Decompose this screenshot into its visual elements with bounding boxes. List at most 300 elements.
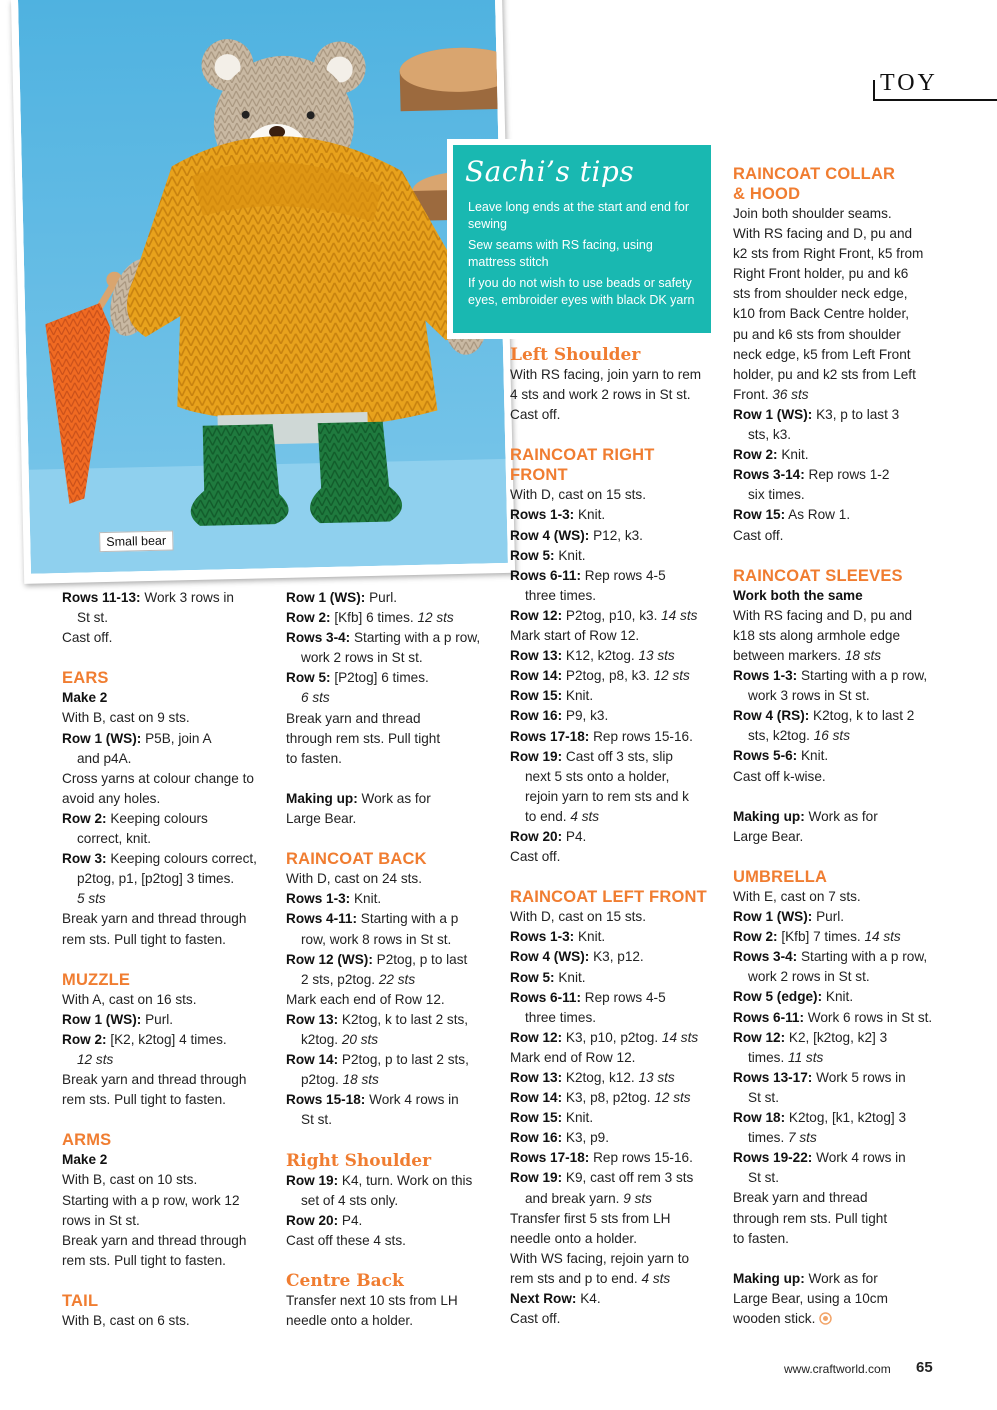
instruction-text: holder, pu and k2 sts from Left xyxy=(733,366,916,382)
instruction-text: P2tog, p to last xyxy=(372,951,468,967)
instruction-label: Rows 1-3: xyxy=(733,668,798,684)
instruction-text: Cross yarns at colour change to xyxy=(62,770,254,786)
instruction-text: Cast off these 4 sts. xyxy=(286,1232,406,1248)
spacer xyxy=(62,1110,257,1130)
instruction-line xyxy=(62,1050,257,1070)
instruction-label: Rows 6-11: xyxy=(510,989,582,1005)
stitch-count: 12 sts xyxy=(77,1051,114,1067)
instruction-text: through rem sts. Pull tight xyxy=(733,1210,888,1226)
stitch-count: 14 sts xyxy=(661,1029,699,1045)
instruction-text: Work 4 rows in xyxy=(365,1092,459,1108)
instruction-text: Knit. xyxy=(562,688,594,704)
instruction-line xyxy=(733,224,932,244)
spacer xyxy=(286,769,480,789)
instruction-label: Row 1 (WS): xyxy=(62,1011,142,1027)
instruction-text: With B, cast on 9 sts. xyxy=(62,710,190,726)
instruction-line xyxy=(510,968,707,988)
instruction-line xyxy=(733,746,932,766)
instruction-label: Row 14: xyxy=(286,1052,339,1068)
instruction-label: Row 4 (WS): xyxy=(510,949,590,965)
instruction-line xyxy=(510,947,707,967)
instruction-line xyxy=(733,1148,932,1168)
instruction-text: three times. xyxy=(525,587,597,603)
instruction-label: Row 15: xyxy=(510,688,563,704)
instruction-text: K2tog, [k1, k2tog] 3 xyxy=(785,1110,907,1126)
instruction-text: rem sts and p to end. xyxy=(510,1270,642,1286)
instruction-text: Transfer first 5 sts from LH xyxy=(510,1210,671,1226)
instruction-text: Cast off. xyxy=(62,630,113,646)
instruction-line xyxy=(510,1008,707,1028)
instruction-text: sts from shoulder neck edge, xyxy=(733,286,908,302)
instruction-text: to fasten. xyxy=(286,750,342,766)
instruction-label: Rows 1-3: xyxy=(510,507,575,523)
instruction-line xyxy=(510,1028,707,1048)
instruction-line xyxy=(733,807,932,827)
instruction-line xyxy=(510,626,707,646)
instruction-text: next 5 sts onto a holder, xyxy=(525,768,670,784)
instruction-label: Row 13: xyxy=(510,648,563,664)
section-heading: ARMS xyxy=(62,1131,112,1150)
instruction-line xyxy=(286,1171,480,1191)
instruction-line xyxy=(286,950,480,970)
instruction-text: K3, p8, p2tog. xyxy=(562,1090,655,1106)
instruction-text: With A, cast on 16 sts. xyxy=(62,991,197,1007)
instruction-label: Row 15: xyxy=(510,1110,563,1126)
instruction-text: Starting with a p xyxy=(357,911,459,927)
stitch-count: 20 sts xyxy=(341,1031,379,1047)
instruction-text: Large Bear. xyxy=(733,828,804,844)
instruction-line xyxy=(510,1108,707,1128)
instruction-text: P2tog, p10, k3. xyxy=(562,607,662,623)
instruction-line xyxy=(286,1010,480,1030)
instruction-line xyxy=(733,947,932,967)
instruction-text: Work 3 rows in xyxy=(140,590,234,605)
instruction-line xyxy=(510,706,707,726)
instruction-line xyxy=(733,586,932,606)
instruction-line xyxy=(733,907,932,927)
instruction-label: Rows 5-6: xyxy=(733,748,798,764)
instruction-text: neck edge, k5 from Left Front xyxy=(733,346,911,362)
instruction-text: Cast off 3 sts, slip xyxy=(562,748,673,764)
instruction-line xyxy=(286,729,480,749)
instruction-text: Rep rows 15-16. xyxy=(589,728,693,744)
instruction-text: St st. xyxy=(77,610,108,626)
instruction-line xyxy=(733,1168,932,1188)
instruction-text: Rep rows 4-5 xyxy=(581,567,666,583)
instruction-text: Work as for xyxy=(804,808,878,824)
stitch-count: 16 sts xyxy=(813,728,851,744)
section-heading: RAINCOAT SLEEVES xyxy=(733,566,903,585)
instruction-text: K3, p to last 3 xyxy=(812,406,900,422)
tip-item: Leave long ends at the start and end for sewing xyxy=(468,200,689,231)
instruction-text: P2tog, p to last 2 sts, xyxy=(338,1052,469,1068)
instruction-line xyxy=(510,566,707,586)
instruction-label: Row 1 (WS): xyxy=(733,909,813,925)
instruction-line xyxy=(733,666,932,686)
instruction-line xyxy=(510,1229,707,1249)
stitch-count: 36 sts xyxy=(772,386,809,402)
spacer xyxy=(733,546,932,566)
instruction-line xyxy=(733,646,932,666)
instruction-text: St st. xyxy=(301,1112,332,1128)
instruction-line xyxy=(510,405,707,425)
instruction-text: [Kfb] 7 times. xyxy=(777,929,865,945)
instruction-line xyxy=(510,767,707,787)
instruction-text: Large Bear, using a 10cm xyxy=(733,1290,888,1306)
instruction-line xyxy=(286,1110,480,1130)
instruction-text: K2tog, k to last 2 xyxy=(809,708,915,724)
instruction-text: Large Bear. xyxy=(286,811,357,827)
spacer xyxy=(510,867,707,887)
instruction-line xyxy=(510,1048,707,1068)
instruction-text: sts, k2tog. xyxy=(748,728,814,744)
instruction-line xyxy=(733,526,932,546)
instruction-line xyxy=(510,666,707,686)
subsection-heading: Left Shoulder xyxy=(510,345,641,365)
header-rule-tick xyxy=(873,80,875,101)
instruction-text: Join both shoulder seams. xyxy=(733,206,892,221)
instruction-line xyxy=(733,1108,932,1128)
instruction-text: Knit. xyxy=(777,447,809,463)
instruction-text: Rep rows 1-2 xyxy=(804,467,890,483)
stitch-count: 22 sts xyxy=(378,971,416,987)
instruction-line xyxy=(733,927,932,947)
instruction-text: Keeping colours correct, xyxy=(106,851,257,867)
instruction-label: Making up: xyxy=(733,1270,805,1286)
instruction-label: Make 2 xyxy=(62,690,108,706)
instruction-line xyxy=(286,588,480,608)
instruction-text: K4, turn. Work on this xyxy=(338,1172,473,1188)
instruction-line xyxy=(733,686,932,706)
instruction-line xyxy=(733,606,932,626)
instruction-line xyxy=(510,505,707,525)
instruction-text: Cast off. xyxy=(510,407,561,423)
stitch-count: 13 sts xyxy=(638,648,675,664)
instruction-label: Rows 19-22: xyxy=(733,1150,813,1166)
instruction-label: Row 14: xyxy=(510,1090,563,1106)
instruction-label: Row 5: xyxy=(286,670,331,686)
spacer xyxy=(286,1251,480,1271)
instruction-text: Knit. xyxy=(554,547,586,563)
stitch-count: 5 sts xyxy=(77,891,106,907)
instruction-line xyxy=(510,526,707,546)
instruction-text: Knit. xyxy=(554,969,586,985)
instruction-label: Row 3: xyxy=(62,851,107,867)
instruction-text: P4. xyxy=(562,828,587,844)
instruction-label: Row 5: xyxy=(510,969,555,985)
instruction-line xyxy=(733,1209,932,1229)
instruction-line xyxy=(733,1128,932,1148)
instruction-label: Row 16: xyxy=(510,708,563,724)
stitch-count: 9 sts xyxy=(623,1190,652,1206)
section-heading: RAINCOAT COLLAR xyxy=(733,165,896,183)
instruction-text: Transfer next 10 sts from LH xyxy=(286,1293,458,1308)
instruction-label: Row 4 (WS): xyxy=(510,527,590,543)
instruction-text: correct, knit. xyxy=(77,831,152,847)
instruction-line xyxy=(733,967,932,987)
instruction-text: Mark each end of Row 12. xyxy=(286,991,445,1007)
column-4 xyxy=(733,164,932,1329)
instruction-text: With B, cast on 6 sts. xyxy=(62,1313,190,1328)
instruction-line xyxy=(733,405,932,425)
instruction-text: Knit. xyxy=(574,507,606,523)
instruction-line xyxy=(62,809,257,829)
stitch-count: 11 sts xyxy=(788,1049,824,1065)
instruction-line xyxy=(62,688,257,708)
instruction-text: Front. xyxy=(733,386,773,402)
instruction-text: Cast off. xyxy=(733,527,784,543)
instruction-line xyxy=(62,990,257,1010)
instruction-line xyxy=(62,1030,257,1050)
instruction-label: Row 12: xyxy=(733,1029,786,1045)
instruction-line xyxy=(286,648,480,668)
instruction-line xyxy=(286,970,480,990)
spacer xyxy=(286,829,480,849)
instruction-text: Break yarn and thread through xyxy=(62,911,247,927)
instruction-line xyxy=(733,385,932,405)
instruction-label: Row 13: xyxy=(286,1011,339,1027)
instruction-line xyxy=(286,1231,480,1251)
instruction-line xyxy=(733,827,932,847)
instruction-text: K2tog, k to last 2 sts, xyxy=(338,1011,469,1027)
instruction-line xyxy=(286,1191,480,1211)
spacer xyxy=(733,787,932,807)
instruction-line xyxy=(510,807,707,827)
instruction-text: Mark start of Row 12. xyxy=(510,628,640,644)
instruction-label: Rows 4-11: xyxy=(286,911,358,927)
section-heading: RAINCOAT LEFT FRONT xyxy=(510,888,707,907)
instruction-text: Purl. xyxy=(141,1011,174,1027)
stitch-count: 14 sts xyxy=(661,607,698,623)
instruction-text: and break yarn. xyxy=(525,1190,624,1206)
instruction-text: needle onto a holder. xyxy=(510,1230,637,1246)
instruction-label: Rows 1-3: xyxy=(510,929,575,945)
instruction-label: Row 19: xyxy=(286,1172,339,1188)
section-heading: EARS xyxy=(62,669,109,688)
spacer xyxy=(733,1249,932,1269)
instruction-label: Rows 6-11: xyxy=(510,567,582,583)
instruction-text: K3, p12. xyxy=(589,949,644,965)
bear-photo xyxy=(11,0,515,584)
stitch-count: 12 sts xyxy=(653,668,690,684)
instruction-text: Work 6 rows in St st. xyxy=(804,1009,933,1025)
instruction-text: Work 4 rows in xyxy=(812,1150,906,1166)
instruction-text: K4. xyxy=(576,1291,601,1307)
instruction-text: k2tog. xyxy=(301,1031,342,1047)
instruction-line xyxy=(510,365,707,385)
instruction-line xyxy=(733,465,932,485)
instruction-text: St st. xyxy=(748,1170,779,1186)
instruction-label: Rows 13-17: xyxy=(733,1069,813,1085)
instruction-line xyxy=(510,606,707,626)
instruction-label: Row 4 (RS): xyxy=(733,708,810,724)
instruction-label: Row 1 (WS): xyxy=(286,590,366,605)
instruction-label: Row 20: xyxy=(286,1212,339,1228)
stitch-count: 14 sts xyxy=(864,929,901,945)
instruction-line xyxy=(733,1008,932,1028)
instruction-text: rem sts. Pull tight to fasten. xyxy=(62,1252,226,1268)
instruction-label: Work both the same xyxy=(733,587,863,603)
instruction-line xyxy=(62,708,257,728)
instruction-text: With E, cast on 7 sts. xyxy=(733,889,861,904)
instruction-line xyxy=(510,1189,707,1209)
instruction-line xyxy=(733,1269,932,1289)
instruction-label: Row 12 (WS): xyxy=(286,951,373,967)
instruction-label: Row 2: xyxy=(286,610,331,626)
instruction-line xyxy=(286,668,480,688)
end-mark-icon xyxy=(819,1312,832,1325)
instruction-line xyxy=(733,445,932,465)
instruction-line xyxy=(286,1070,480,1090)
instruction-line xyxy=(510,747,707,767)
instruction-text: K3, p10, p2tog. xyxy=(562,1029,662,1045)
instruction-line xyxy=(510,1269,707,1289)
instruction-label: Row 19: xyxy=(510,748,563,764)
instruction-text: Break yarn and thread xyxy=(733,1190,868,1206)
instruction-text: Knit. xyxy=(350,891,382,907)
instruction-line xyxy=(286,889,480,909)
instruction-label: Row 15: xyxy=(733,507,786,523)
instruction-line xyxy=(62,789,257,809)
instruction-line xyxy=(733,264,932,284)
instruction-line xyxy=(62,869,257,889)
instruction-label: Rows 3-4: xyxy=(286,630,351,646)
instruction-line xyxy=(510,686,707,706)
instruction-text: With RS facing and D, pu and xyxy=(733,607,913,623)
instruction-label: Row 5: xyxy=(510,547,555,563)
instruction-line xyxy=(733,706,932,726)
section-title: TOY xyxy=(880,70,938,96)
instruction-line xyxy=(510,1068,707,1088)
instruction-line xyxy=(62,769,257,789)
instruction-line xyxy=(733,1028,932,1048)
instruction-line xyxy=(510,827,707,847)
instruction-line xyxy=(733,204,932,224)
instruction-line xyxy=(510,927,707,947)
instruction-label: Next Row: xyxy=(510,1291,577,1307)
instruction-text: K3, p9. xyxy=(562,1130,609,1146)
instruction-line xyxy=(733,284,932,304)
section-heading: MUZZLE xyxy=(62,970,131,989)
instruction-label: Row 20: xyxy=(510,828,563,844)
instruction-line xyxy=(510,1088,707,1108)
stitch-count: 12 sts xyxy=(417,610,454,626)
instruction-line xyxy=(510,787,707,807)
instruction-line xyxy=(62,628,257,648)
instruction-text: Cast off. xyxy=(510,1311,561,1327)
instruction-text: and p4A. xyxy=(77,750,132,766)
instruction-text: Starting with a p row, xyxy=(797,949,928,965)
instruction-line xyxy=(733,425,932,445)
instruction-line xyxy=(286,608,480,628)
instruction-line xyxy=(62,1191,257,1211)
instruction-line xyxy=(62,1311,257,1331)
instruction-text: Rep rows 4-5 xyxy=(581,989,666,1005)
instruction-text: Break yarn and thread through xyxy=(62,1072,247,1088)
instruction-line xyxy=(62,608,257,628)
instruction-text: Cast off k-wise. xyxy=(733,768,826,784)
instruction-text: Knit. xyxy=(574,929,606,945)
instruction-text: Knit. xyxy=(562,1110,594,1126)
instruction-line xyxy=(510,485,707,505)
instruction-line xyxy=(733,1229,932,1249)
instruction-text: work 2 rows in St st. xyxy=(301,650,423,666)
instruction-label: Row 19: xyxy=(510,1170,563,1186)
instruction-text: P9, k3. xyxy=(562,708,609,724)
instruction-line xyxy=(62,889,257,909)
instruction-line xyxy=(510,727,707,747)
instruction-text: needle onto a holder. xyxy=(286,1313,413,1329)
stitch-count: 18 sts xyxy=(342,1072,379,1088)
instruction-label: Rows 15-18: xyxy=(286,1092,366,1108)
instruction-label: Rows 11-13: xyxy=(62,590,141,605)
instruction-line xyxy=(733,365,932,385)
column-1 xyxy=(62,588,257,1331)
footer-url[interactable]: www.craftworld.com xyxy=(784,1362,891,1376)
spacer xyxy=(62,648,257,668)
instruction-label: Row 2: xyxy=(62,1031,107,1047)
instruction-label: Rows 17-18: xyxy=(510,728,590,744)
instruction-line xyxy=(62,749,257,769)
instruction-line xyxy=(286,1291,480,1311)
section-heading: RAINCOAT RIGHT xyxy=(510,446,655,465)
instruction-label: Rows 3-14: xyxy=(733,467,805,483)
tips-title: Sachi’s tips xyxy=(465,155,635,188)
instruction-line xyxy=(510,586,707,606)
instruction-line xyxy=(510,988,707,1008)
instruction-text: to end. xyxy=(525,808,571,824)
instruction-line xyxy=(733,1289,932,1309)
instruction-line xyxy=(286,1211,480,1231)
instruction-label: Row 16: xyxy=(510,1130,563,1146)
instruction-line xyxy=(733,345,932,365)
instruction-line xyxy=(286,789,480,809)
instruction-line xyxy=(510,646,707,666)
instruction-text: St st. xyxy=(748,1089,779,1105)
tip-item: Sew seams with RS facing, using mattress stitch xyxy=(468,238,653,269)
instruction-line xyxy=(510,1148,707,1168)
instruction-text: Work as for xyxy=(357,790,431,806)
instruction-text: [P2tog] 6 times. xyxy=(330,670,429,686)
instruction-text: set of 4 sts only. xyxy=(301,1192,399,1208)
instruction-text: K2, [k2tog, k2] 3 xyxy=(785,1029,888,1045)
instruction-line xyxy=(733,767,932,787)
instruction-text: p2tog, p1, [p2tog] 3 times. xyxy=(77,871,235,887)
instruction-text: rem sts. Pull tight to fasten. xyxy=(62,1092,226,1108)
section-heading: TAIL xyxy=(62,1292,99,1310)
instruction-line xyxy=(286,809,480,829)
instruction-text: With RS facing, join yarn to rem xyxy=(510,367,702,382)
instruction-label: Make 2 xyxy=(62,1152,108,1168)
section-heading: FRONT xyxy=(510,466,568,485)
instruction-text: six times. xyxy=(748,487,805,503)
instruction-line xyxy=(510,1168,707,1188)
instruction-line xyxy=(733,1188,932,1208)
instruction-line xyxy=(510,1309,707,1329)
header-rule xyxy=(873,99,997,101)
instruction-line xyxy=(62,849,257,869)
instruction-text: rows in St st. xyxy=(62,1212,140,1228)
instruction-line xyxy=(62,909,257,929)
instruction-line xyxy=(62,1150,257,1170)
instruction-label: Row 1 (WS): xyxy=(62,730,142,746)
instruction-text: Work 5 rows in xyxy=(812,1069,906,1085)
instruction-line xyxy=(733,887,932,907)
instruction-label: Row 18: xyxy=(733,1110,786,1126)
instruction-line xyxy=(62,1211,257,1231)
stitch-count: 4 sts xyxy=(570,808,600,824)
instruction-label: Making up: xyxy=(733,808,805,824)
